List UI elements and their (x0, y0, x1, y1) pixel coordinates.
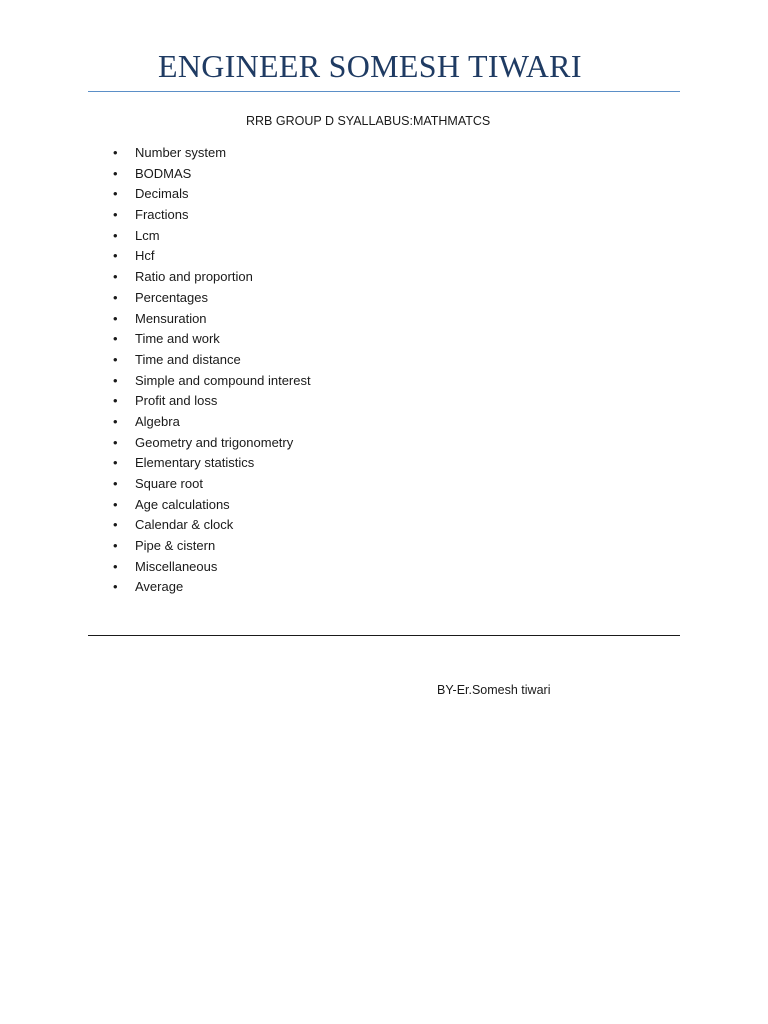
topic-label: Mensuration (135, 310, 207, 326)
bullet-icon: • (113, 207, 118, 223)
topic-label: Number system (135, 145, 227, 160)
topic-label: Elementary statistics (135, 455, 255, 471)
bullet-icon: • (113, 372, 118, 388)
document-title: ENGINEER SOMESH TIWARI (158, 48, 582, 84)
bullet-icon: • (113, 145, 118, 160)
bullet-icon: • (113, 310, 118, 326)
topic-label: Calendar & clock (135, 517, 234, 533)
topic-label: Age calculations (135, 496, 230, 512)
topic-label: Fractions (135, 207, 189, 223)
topic-label: Pipe & cistern (135, 538, 216, 554)
topic-label: Square root (135, 476, 203, 491)
bullet-icon: • (113, 434, 118, 450)
topic-label: Time and work (135, 331, 220, 347)
bullet-icon: • (113, 248, 118, 264)
bullet-icon: • (113, 579, 118, 595)
topic-label: BODMAS (135, 165, 192, 181)
topic-label: Simple and compound interest (135, 372, 311, 388)
title-divider (88, 91, 680, 92)
bullet-icon: • (113, 289, 118, 305)
bottom-divider (88, 635, 680, 636)
bullet-icon: • (113, 413, 118, 429)
bullet-icon: • (113, 165, 118, 181)
bullet-icon: • (113, 227, 118, 243)
topic-label: Profit and loss (135, 393, 218, 409)
topic-label: Average (135, 579, 184, 595)
topic-label: Geometry and trigonometry (135, 434, 294, 450)
topic-label: Miscellaneous (135, 558, 218, 574)
bullet-icon: • (113, 186, 118, 202)
topic-label: Decimals (135, 186, 189, 202)
bullet-icon: • (113, 269, 118, 285)
document-subtitle: RRB GROUP D SYALLABUS:MATHMATCS (246, 114, 491, 128)
topic-label: Percentages (135, 289, 208, 305)
bullet-icon: • (113, 351, 118, 367)
topic-label: Time and distance (135, 351, 241, 367)
bullet-icon: • (113, 455, 118, 471)
bullet-icon: • (113, 393, 118, 409)
topic-label: Ratio and proportion (135, 269, 253, 285)
bullet-icon: • (113, 517, 118, 533)
author-byline: BY-Er.Somesh tiwari (437, 683, 551, 697)
topic-label: Hcf (135, 248, 155, 264)
topic-label: Algebra (135, 413, 180, 429)
bullet-icon: • (113, 558, 118, 574)
bullet-icon: • (113, 476, 118, 491)
bullet-icon: • (113, 538, 118, 554)
bullet-icon: • (113, 331, 118, 347)
topic-label: Lcm (135, 227, 160, 243)
bullet-icon: • (113, 496, 118, 512)
